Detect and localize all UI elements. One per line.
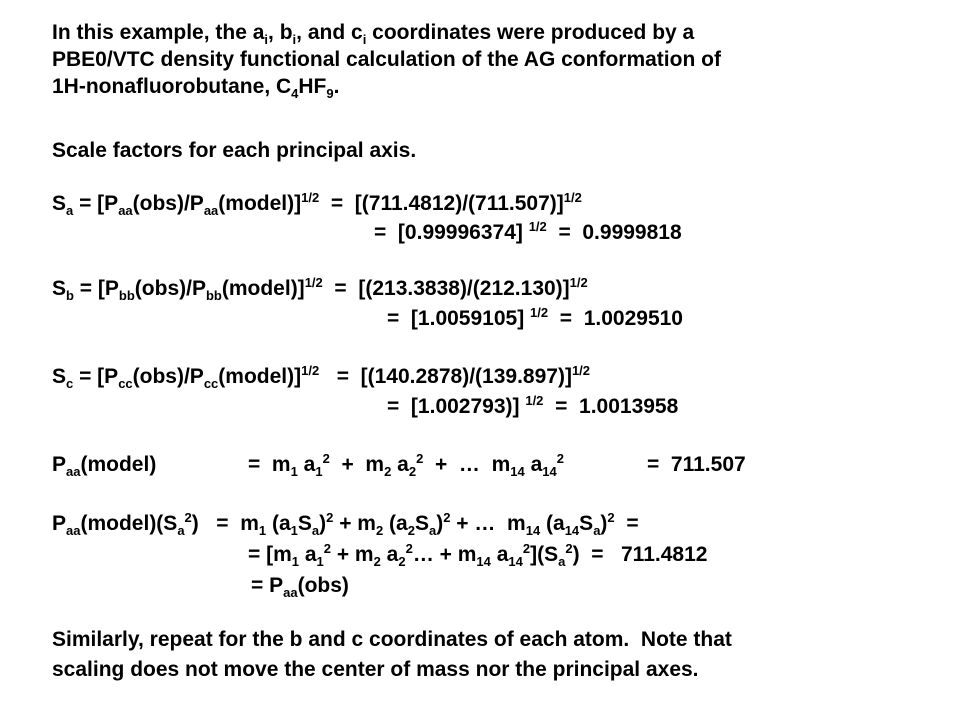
sa-result: = [0.99996374] $^{1/2}$ = 0.9999818 [374, 219, 682, 244]
closing-line-1: Similarly, repeat for the b and c coordinates of each atom. Note that [52, 628, 732, 651]
closing-line-2: scaling does not move the center of mass nor the principal axes. [52, 658, 699, 681]
paa-scaled-expansion: = [$m_1$ $a_1^2 + m_2$ $a_2^2\dots + m_{14}$ $a_{14}^2](S_a^2) = 711.4812$ [248, 541, 708, 569]
sc-equation: $S_c$ = $[P_{cc}(obs)/P_{cc}(model)]^{1/2} = [(140.2878)/(139.897)]^{1/2}$ [52, 363, 591, 391]
intro-line-3: 1H-nonafluorobutane, $C_4HF_9$. [52, 75, 340, 101]
sa-equation: $S_a$ = $[P_{aa}(obs)/P_{aa}(model)]^{1/2} = [(711.4812)/(711.507)]^{1/2}$ [52, 190, 582, 218]
paa-obs: = $P_{aa}(obs)$ [251, 574, 349, 600]
intro-line-2: PBE0/VTC density functional calculation of the AG conformation of [52, 48, 721, 71]
sb-result: = [1.0059105] $^{1/2}$ = 1.0029510 [387, 305, 683, 330]
sc-result: = [1.002793)] $^{1/2}$ = 1.0013958 [387, 393, 679, 418]
paa-value: = 711.507 [647, 453, 746, 476]
scale-heading: Scale factors for each principal axis. [52, 139, 417, 162]
paa-scaled-equation: $P_{aa}(model)(S_a^2) = m_1$ $(a_1S_a)^2 + m_2$ $(a_2S_a)^2$ + … $m_{14}$ $(a_{14}S_a)^2$ = [52, 510, 639, 538]
intro-line-1: In this example, the $a_i$, $b_i$, and $c_i$ coordinates were produced by a [52, 21, 695, 47]
sb-equation: $S_b$ = $[P_{bb}(obs)/P_{bb}(model)]^{1/2} = [(213.3838)/(212.130)]^{1/2}$ [52, 275, 588, 303]
paa-label: $P_{aa}(model)$ [52, 453, 157, 479]
paa-sum: = $m_1$ $a_1^2 + m_2$ $a_2^2$ + … $m_{14}$ $a_{14}^2$ [248, 451, 564, 479]
